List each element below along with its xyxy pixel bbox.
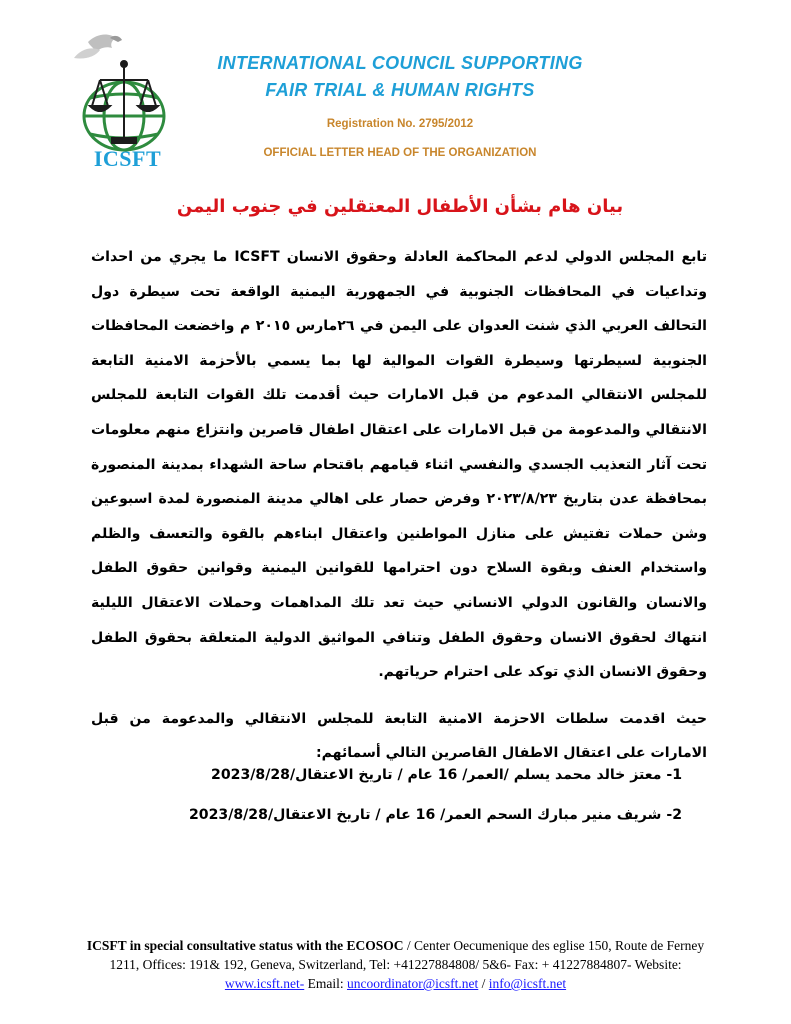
paragraph-1: تابع المجلس الدولي لدعم المحاكمة العادلة وحقوق الانسان ICSFT ما يجري من احداث وتداعيات في المحافظات الجنوبية في الجمهورية اليمنية الواقعة تحت سيطرة دول التحالف العربي الذي شنت العدوان على اليمن في ٢٦مارس ٢٠١٥ م واخضعت المحافظات الجنوبية لسيطرتها وسيطرة القوات الموالية لها بما يسمي بالأحزمة الامنية التابعة للمجلس الانتقالي المدعوم من قبل الامارات حيث أقدمت تلك القوات التابعة للمجلس الانتقالي والمدعومة من قبل الامارات على اعتقال اطفال قاصرين وانتزاع منهم معلومات تحت آثار التعذيب الجسدي والنفسي اثناء قيامهم باقتحام ساحة الشهداء بمدينة المنصورة بمحافظة عدن بتاريخ ٢٠٢٣/٨/٢٣ وفرض حصار على اهالي مدينة المنصورة لمدة اسبوعين وشن حملات تفتيش على منازل المواطنين واعتقال ابناءهم بالقوة والتعسف والظلم واستخدام العنف وبقوة السلاح دون احترامها للقوانين اليمنية وقوانين حقوق الطفل والانسان والقانون الدولي الانساني حيث تعد تلك المداهمات وحملات الاعتقال الليلية انتهاك لحقوق الانسان وحقوق الطفل وتنافي المواثيق الدولية المتعلقة بحقوق الطفل وحقوق الانسان الذي توكد على احترام حرياتهم. xyxy=(91,249,707,681)
statement-title: بيان هام بشأن الأطفال المعتقلين في جنوب اليمن xyxy=(176,196,624,217)
logo-wordmark: ICSFT xyxy=(93,146,162,171)
footer-address: / Center Oecumenique des eglise 150, Route de Ferney 1211, Offices: 191& 192, Geneva, Switzerland, Tel: +41227884808/ 5&6- Fax: + 41227884807- Website: xyxy=(109,938,705,972)
letter-footer xyxy=(85,936,706,993)
consultative-status: ICSFT in special consultative status with the ECOSOC xyxy=(86,938,404,953)
organization-name-line1: INTERNATIONAL COUNCIL SUPPORTING xyxy=(217,53,583,73)
email-link-coordinator[interactable]: uncoordinator@icsft.net xyxy=(347,976,479,991)
official-letterhead-label: OFFICIAL LETTER HEAD OF THE ORGANIZATION xyxy=(263,147,537,159)
dove-icon xyxy=(74,35,122,59)
email-link-info[interactable]: info@icsft.net xyxy=(488,976,567,991)
organization-name-line2: FAIR TRIAL & HUMAN RIGHTS xyxy=(265,80,535,100)
scales-of-justice-icon xyxy=(90,61,158,143)
paragraph-2: حيث اقدمت سلطات الاحزمة الامنية التابعة للمجلس الانتقالي والمدعومة من قبل الامارات على اعتقال الاطفال القاصرين التالي أسمائهم: xyxy=(91,710,707,762)
email-label: Email: xyxy=(304,976,347,991)
statement-body xyxy=(91,240,707,771)
registration-number: Registration No. 2795/2012 xyxy=(326,118,474,130)
email-separator: / xyxy=(478,976,489,991)
website-link[interactable]: www.icsft.net- xyxy=(224,976,305,991)
detainee-list-item-1: 1- معتز خالد محمد يسلم /العمر/ 16 عام / تاريخ الاعتقال/2023/8/28 xyxy=(211,767,682,783)
detainee-list-item-2: 2- شريف منير مبارك السحم العمر/ 16 عام / تاريخ الاعتقال/2023/8/28 xyxy=(188,807,682,823)
